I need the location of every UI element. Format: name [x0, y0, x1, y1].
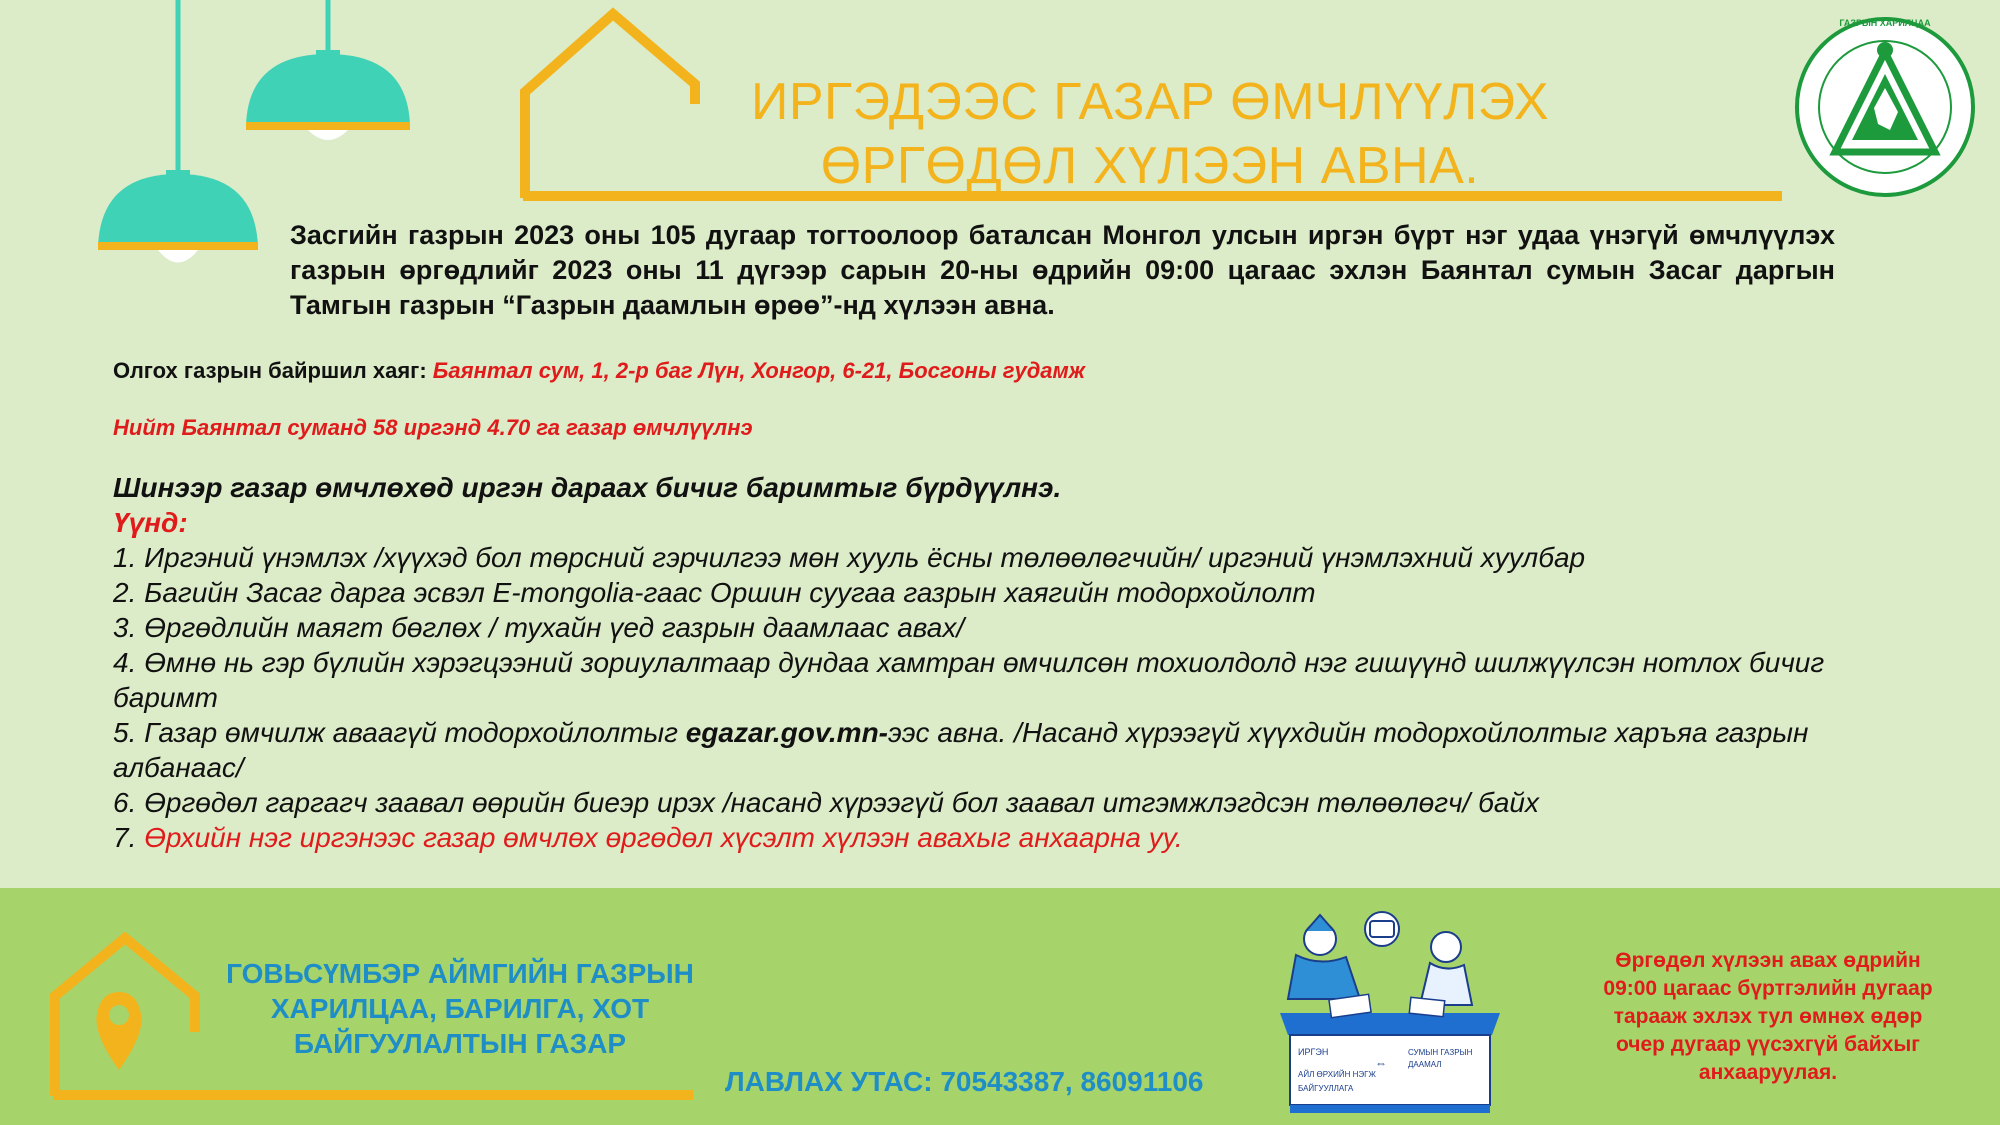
egazar-link-text: egazar.gov.mn- — [685, 717, 889, 748]
address-line — [113, 358, 1085, 384]
logo-emblem-icon — [1790, 12, 1980, 202]
reference-phone: ЛАВЛАХ УТАС: 70543387, 86091106 — [725, 1066, 1204, 1097]
requirement-item — [113, 820, 1913, 855]
requirements-list — [113, 470, 1913, 855]
exchange-arrow-icon: ⇔ — [1375, 1056, 1387, 1070]
illustration-right-label-2: ДААМАЛ — [1408, 1060, 1442, 1069]
intro-paragraph: Засгийн газрын 2023 оны 105 дугаар тогтоолоор баталсан Монгол улсын иргэн бүрт нэг удаа үнэгүй өмчлүүлэх газрын өргөдлийг 2023 оны 11 дүгээр сарын 20-ны өдрийн 09:00 цагаас эхлэн Баянтал сумын Засаг даргын Тамгын газрын “Газрын даамлын өрөө”-нд хүлээн авна. — [290, 220, 1835, 320]
address-value: Баянтал сум, 1, 2-р баг Лүн, Хонгор, 6-21, Босгоны гудамж — [432, 358, 1086, 383]
total-statement: Нийт Баянтал суманд 58 иргэнд 4.70 га газар өмчлүүлнэ — [113, 415, 753, 440]
requirements-heading: Шинээр газар өмчлөхөд иргэн дараах бичиг баримтыг бүрдүүлнэ. — [113, 472, 1062, 503]
illustration-left-label: ИРГЭН — [1298, 1047, 1329, 1057]
page-title — [700, 70, 1600, 198]
logo-ring-text: ГАЗРЫН ХАРИЛЦАА — [1839, 18, 1931, 28]
requirement-item7-num: 7. — [113, 822, 145, 853]
requirement-item: 4. Өмнө нь гэр бүлийн хэрэгцээний зориулалтаар дундаа хамтран өмчилсөн тохиолдолд нэг гишүүнд шилжүүлсэн нотлох бичиг баримт — [113, 647, 1825, 713]
requirement-item — [113, 715, 1903, 785]
address-label: Олгох газрын байршил хаяг: — [113, 358, 433, 383]
location-pin-icon — [96, 992, 141, 1070]
requirement-item5-pre: 5. Газар өмчилж аваагүй тодорхойлолтыг — [113, 717, 686, 748]
illustration-left-label-3: БАЙГУУЛЛАГА — [1298, 1084, 1354, 1093]
notice-line: 09:00 цагаас бүртгэлийн дугаар — [1603, 977, 1933, 1000]
title-line-1: ИРГЭДЭЭС ГАЗАР ӨМЧЛҮҮЛЭХ — [750, 73, 1550, 131]
notice-line: тарааж эхлэх тул өмнөх өдөр — [1613, 1005, 1923, 1028]
notice-text — [1568, 947, 1968, 1087]
requirement-item: 3. Өргөдлийн маягт бөглөх / тухайн үед газрын даамлаас авах/ — [113, 612, 965, 643]
requirement-item7-text: Өрхийн нэг иргэнээс газар өмчлөх өргөдөл хүсэлт хүлээн авахыг анхаарна уу. — [144, 822, 1183, 853]
requirement-item5-post: ээс авна. /Насанд хүрээгүй хүүхдийн тодорхойлолтыг харъяа газрын албанаас/ — [113, 717, 1809, 783]
org-line-3: БАЙГУУЛАЛТЫН ГАЗАР — [293, 1028, 627, 1059]
lamp-icon — [246, 0, 410, 140]
notice-line: анхааруулая. — [1698, 1061, 1838, 1084]
notice-line: очер дугаар үүсэхгүй байхыг — [1616, 1033, 1920, 1056]
org-line-1: ГОВЬСҮМБЭР АЙМГИЙН ГАЗРЫН — [226, 958, 694, 989]
lamp-icon — [98, 0, 258, 263]
requirement-item: 6. Өргөдөл гаргагч заавал өөрийн биеэр ирэх /насанд хүрээгүй бол заавал итгэмжлэгдсэн төлөөлөгч/ байх — [113, 787, 1540, 818]
requirement-item: 2. Багийн Засаг дарга эсвэл E-mongolia-гаас Оршин суугаа газрын хаягийн тодорхойлолт — [113, 577, 1316, 608]
org-line-2: ХАРИЛЦАА, БАРИЛГА, ХОТ — [270, 993, 650, 1024]
office-illustration — [1270, 895, 1510, 1123]
requirement-item: 1. Иргэний үнэмлэх /хүүхэд бол төрсний гэрчилгээ мөн хууль ёсны төлөөлөгчийн/ иргэний үнэмлэхний хуулбар — [113, 542, 1586, 573]
illustration-right-label: СУМЫН ГАЗРЫН — [1408, 1048, 1473, 1057]
organization-name — [205, 956, 715, 1061]
title-line-2: ӨРГӨДӨЛ ХҮЛЭЭН АВНА. — [820, 137, 1480, 195]
illustration-left-label-2: АЙЛ ӨРХИЙН НЭГЖ — [1298, 1070, 1376, 1079]
notice-line: Өргөдөл хүлээн авах өдрийн — [1615, 949, 1921, 972]
requirements-subheading: Үүнд: — [113, 507, 188, 538]
